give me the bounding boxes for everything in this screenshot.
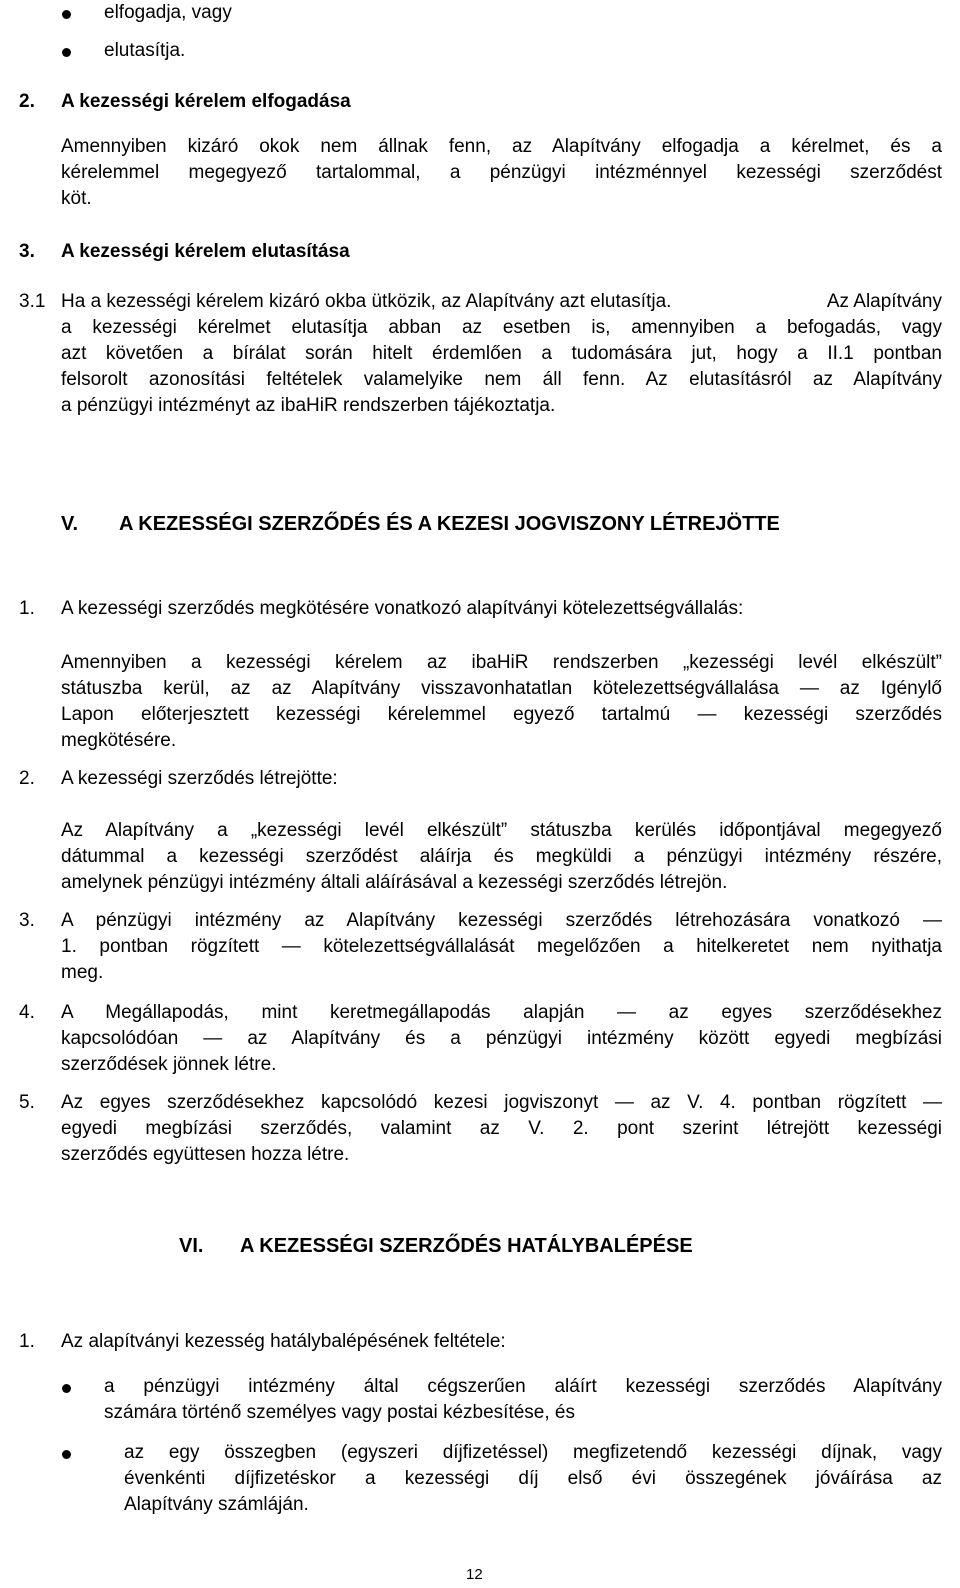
section-number: 4. bbox=[19, 1002, 35, 1023]
paragraph-line: 1. pontban rögzített — kötelezettségvállalását megelőzően a hitelkeretet nem nyithatja bbox=[61, 936, 942, 957]
paragraph-line: státuszba kerül, az az Alapítvány visszavonhatatlan kötelezettségvállalása — az Igénylő bbox=[61, 678, 942, 699]
paragraph-line: felsorolt azonosítási feltételek valamelyike nem áll fenn. Az elutasításról az Alapítvány bbox=[61, 369, 942, 390]
paragraph-line: meg. bbox=[61, 962, 104, 983]
bullet-text: az egy összegben (egyszeri díjfizetéssel) megfizetendő kezességi díjnak, vagy bbox=[124, 1442, 942, 1463]
chapter-title: A KEZESSÉGI SZERZŐDÉS ÉS A KEZESI JOGVISZONY LÉTREJÖTTE bbox=[119, 513, 780, 535]
bullet-text: a pénzügyi intézmény által cégszerűen aláírt kezességi szerződés Alapítvány bbox=[104, 1376, 942, 1397]
paragraph-line: amelynek pénzügyi intézmény általi aláírásával a kezességi szerződés létrejön. bbox=[61, 872, 728, 893]
section-heading: A kezességi kérelem elfogadása bbox=[61, 91, 351, 112]
chapter-number: VI. bbox=[179, 1235, 204, 1257]
paragraph-line: szerződés együttesen hozza létre. bbox=[61, 1144, 350, 1165]
bullet-text: Alapítvány számláján. bbox=[124, 1494, 309, 1515]
paragraph-line: a pénzügyi intézményt az ibaHiR rendszerben tájékoztatja. bbox=[61, 395, 556, 416]
bullet-text: elutasítja. bbox=[104, 40, 186, 61]
section-number: 5. bbox=[19, 1092, 35, 1113]
paragraph-line: szerződések jönnek létre. bbox=[61, 1054, 277, 1075]
paragraph-text: Ha a kezességi kérelem kizáró okba ütközik, az Alapítvány azt elutasítja. bbox=[61, 291, 672, 312]
section-number: 3. bbox=[19, 241, 35, 262]
paragraph-line: kérelemmel megegyező tartalommal, a pénzügyi intézménnyel kezességi szerződést bbox=[61, 162, 942, 183]
section-number: 3. bbox=[19, 910, 35, 931]
paragraph-line: azt követően a bírálat során hitelt érdemlően a tudomására jut, hogy a II.1 pontban bbox=[61, 343, 942, 364]
section-number: 2. bbox=[19, 91, 35, 112]
paragraph-line: dátummal a kezességi szerződést aláírja és megküldi a pénzügyi intézmény részére, bbox=[61, 846, 942, 867]
bullet-icon bbox=[62, 1384, 71, 1393]
paragraph-line: egyedi megbízási szerződés, valamint az V. 2. pont szerint létrejött kezességi bbox=[61, 1118, 942, 1139]
paragraph-line: kapcsolódóan — az Alapítvány és a pénzügyi intézmény között egyedi megbízási bbox=[61, 1028, 942, 1049]
section-heading: A kezességi szerződés létrejötte: bbox=[61, 768, 338, 789]
chapter-number: V. bbox=[61, 513, 79, 535]
paragraph-line: A Megállapodás, mint keretmegállapodás alapján — az egyes szerződésekhez bbox=[61, 1002, 942, 1023]
section-number: 1. bbox=[19, 598, 35, 619]
bullet-text: számára történő személyes vagy postai kézbesítése, és bbox=[104, 1402, 576, 1423]
section-heading: A kezességi kérelem elutasítása bbox=[61, 241, 350, 262]
paragraph-line: Amennyiben a kezességi kérelem az ibaHiR rendszerben „kezességi levél elkészült” bbox=[61, 652, 942, 673]
paragraph-line: Az Alapítvány a „kezességi levél elkészült” státuszba kerülés időpontjával megegyező bbox=[61, 820, 942, 841]
section-number: 3.1 bbox=[19, 291, 46, 312]
paragraph-line: Az egyes szerződésekhez kapcsolódó kezesi jogviszonyt — az V. 4. pontban rögzített — bbox=[61, 1092, 942, 1113]
paragraph-line bbox=[61, 289, 942, 315]
paragraph-line: Amennyiben kizáró okok nem állnak fenn, az Alapítvány elfogadja a kérelmet, és a bbox=[61, 136, 942, 157]
bullet-text: évenkénti díjfizetéskor a kezességi díj első évi összegének jóváírása az bbox=[124, 1468, 942, 1489]
bullet-icon bbox=[62, 10, 71, 19]
paragraph-line: köt. bbox=[61, 188, 92, 209]
page-number: 12 bbox=[466, 1566, 483, 1583]
paragraph-line: Lapon előterjesztett kezességi kérelemmel egyező tartalmú — kezességi szerződés bbox=[61, 704, 942, 725]
bullet-text: elfogadja, vagy bbox=[104, 2, 232, 23]
section-number: 1. bbox=[19, 1331, 35, 1352]
section-heading: A kezességi szerződés megkötésére vonatkozó alapítványi kötelezettségvállalás: bbox=[61, 598, 744, 619]
bullet-icon bbox=[62, 48, 71, 57]
paragraph-text: Az Alapítvány bbox=[826, 291, 942, 312]
bullet-icon bbox=[62, 1450, 71, 1459]
chapter-title: A KEZESSÉGI SZERZŐDÉS HATÁLYBALÉPÉSE bbox=[240, 1235, 693, 1257]
paragraph-line: megkötésére. bbox=[61, 730, 177, 751]
paragraph-line: a kezességi kérelmet elutasítja abban az esetben is, amennyiben a befogadás, vagy bbox=[61, 317, 942, 338]
section-heading: Az alapítványi kezesség hatálybalépésének feltétele: bbox=[61, 1331, 506, 1352]
section-number: 2. bbox=[19, 768, 35, 789]
paragraph-line: A pénzügyi intézmény az Alapítvány kezességi szerződés létrehozására vonatkozó — bbox=[61, 910, 942, 931]
